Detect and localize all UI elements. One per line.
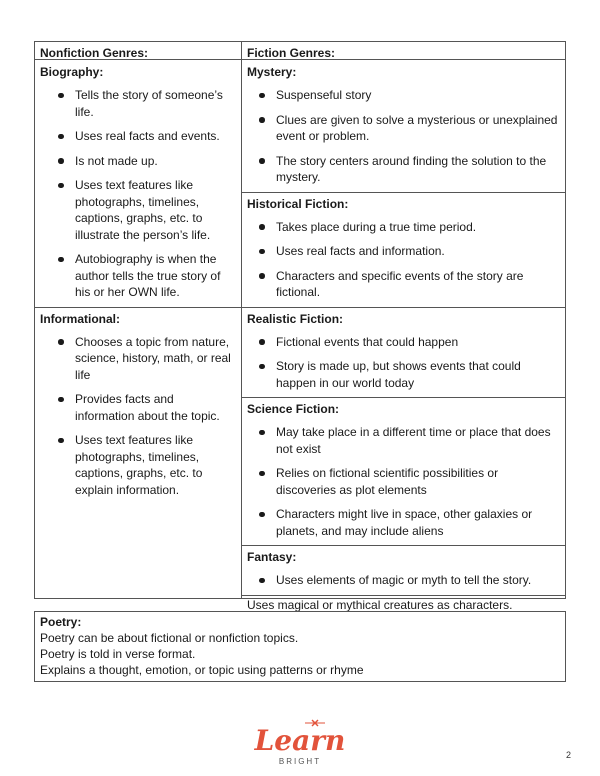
- bullet-icon: [58, 257, 64, 263]
- list-item: Uses real facts and events.: [75, 128, 241, 145]
- list-item: Provides facts and information about the topic.: [75, 391, 241, 424]
- bullet-icon: [58, 183, 64, 189]
- logo-subtitle: BRIGHT: [278, 757, 322, 766]
- nonfiction-header: Nonfiction Genres:: [40, 46, 149, 60]
- bullet-icon: [58, 438, 64, 444]
- bullet-icon: [259, 578, 265, 584]
- fiction-header: Fiction Genres:: [247, 46, 336, 60]
- divider: [242, 595, 565, 596]
- poetry-box: [34, 611, 566, 682]
- science-title: Science Fiction:: [247, 402, 340, 416]
- list-item: Relies on fictional scientific possibilities or discoveries as plot elements: [276, 465, 565, 498]
- list-item: May take place in a different time or place that does not exist: [276, 424, 565, 457]
- poetry-title: Poetry:: [40, 615, 82, 629]
- bullet-icon: [259, 430, 265, 436]
- list-item: Chooses a topic from nature, science, history, math, or real life: [75, 334, 241, 384]
- fiction-column: [242, 42, 565, 612]
- poetry-line: Poetry can be about fictional or nonfiction topics.: [40, 631, 299, 645]
- bullet-icon: [58, 158, 64, 164]
- bullet-icon: [58, 339, 64, 345]
- list-item: Autobiography is when the author tells the true story of his or her OWN life.: [75, 251, 241, 301]
- nonfiction-column: [35, 42, 242, 598]
- bullet-icon: [58, 93, 64, 99]
- divider: [242, 545, 565, 546]
- list-item: Suspenseful story: [276, 87, 565, 104]
- poetry-line: Explains a thought, emotion, or topic using patterns or rhyme: [40, 663, 364, 677]
- realistic-list: [242, 334, 565, 392]
- list-item: Uses text features like photographs, timelines, captions, graphs, etc. to explain information.: [75, 432, 241, 498]
- realistic-title: Realistic Fiction:: [247, 311, 344, 326]
- bullet-icon: [58, 134, 64, 140]
- bullet-icon: [259, 512, 265, 518]
- mystery-title: Mystery:: [247, 65, 297, 79]
- list-item: The story centers around finding the solution to the mystery.: [276, 153, 565, 186]
- bullet-icon: [259, 339, 265, 345]
- divider: [242, 397, 565, 398]
- informational-list: [35, 334, 241, 499]
- bullet-icon: [259, 471, 265, 477]
- divider: [242, 307, 565, 308]
- list-item: Characters might live in space, other galaxies or planets, and may include aliens: [276, 506, 565, 539]
- bullet-icon: [259, 158, 265, 164]
- learn-bright-logo: [248, 718, 352, 768]
- bullet-icon: [259, 224, 265, 230]
- fantasy-title: Fantasy:: [247, 550, 297, 564]
- list-item: Clues are given to solve a mysterious or unexplained event or problem.: [276, 112, 565, 145]
- bullet-icon: [259, 117, 265, 123]
- divider: [242, 192, 565, 193]
- bullet-icon: [259, 273, 265, 279]
- biography-title: Biography:: [40, 65, 104, 79]
- historical-title: Historical Fiction:: [247, 196, 349, 211]
- bullet-icon: [259, 93, 265, 99]
- list-item: Story is made up, but shows events that could happen in our world today: [276, 358, 565, 391]
- list-item: Fictional events that could happen: [276, 334, 565, 351]
- list-item: Uses text features like photographs, timelines, captions, graphs, etc. to illustrate the person’s life.: [75, 177, 241, 243]
- bullet-icon: [259, 364, 265, 370]
- logo-wordmark: Learn: [254, 724, 346, 757]
- poetry-line: Poetry is told in verse format.: [40, 647, 196, 661]
- page-number: 2: [566, 750, 572, 760]
- list-item: Uses real facts and information.: [276, 243, 565, 260]
- bullet-icon: [259, 249, 265, 255]
- mystery-list: [242, 87, 565, 186]
- genres-table: [34, 41, 566, 612]
- biography-list: [35, 87, 241, 301]
- science-list: [242, 424, 565, 539]
- fantasy-extra-line: Uses magical or mythical creatures as characters.: [247, 597, 513, 612]
- informational-title: Informational:: [40, 311, 120, 326]
- list-item: Uses elements of magic or myth to tell the story.: [276, 572, 565, 589]
- fantasy-list: [242, 572, 565, 589]
- divider: [35, 307, 241, 308]
- list-item: Takes place during a true time period.: [276, 219, 565, 236]
- list-item: Characters and specific events of the story are fictional.: [276, 268, 565, 301]
- list-item: Is not made up.: [75, 153, 241, 170]
- historical-list: [242, 219, 565, 301]
- list-item: Tells the story of someone’s life.: [75, 87, 241, 120]
- bullet-icon: [58, 397, 64, 403]
